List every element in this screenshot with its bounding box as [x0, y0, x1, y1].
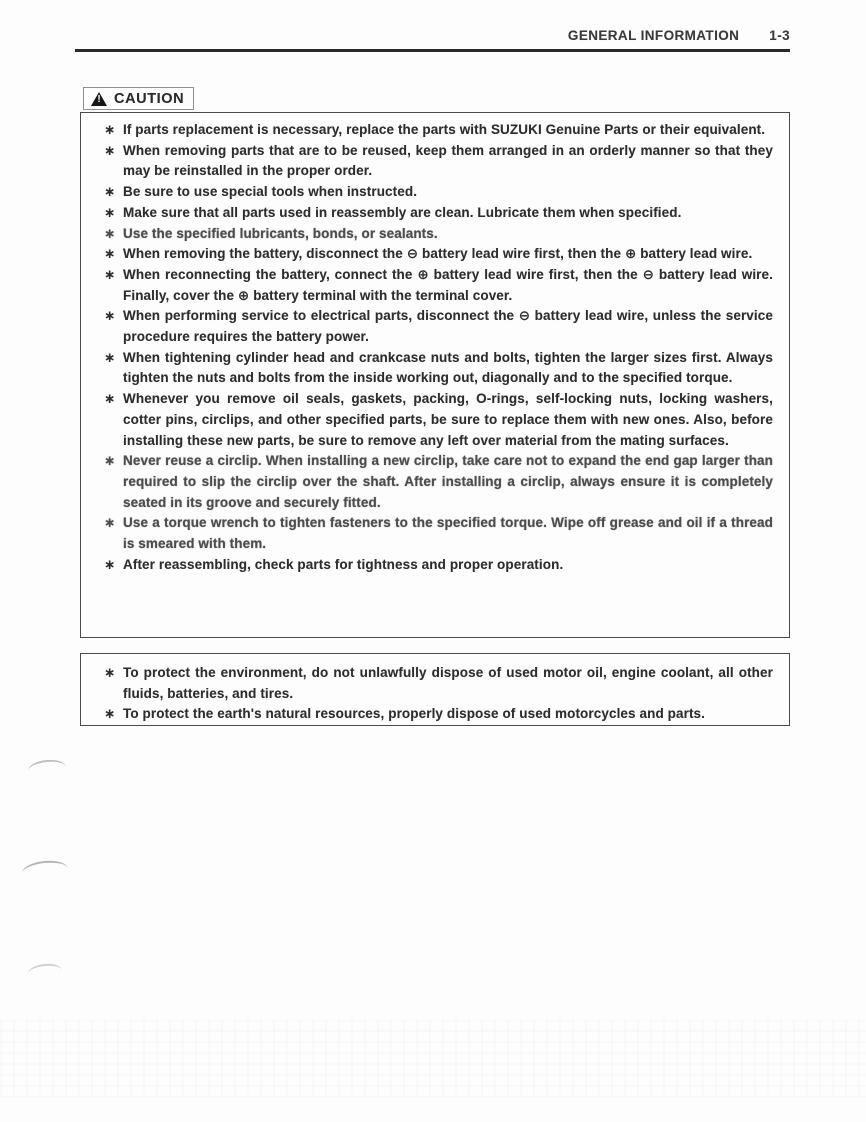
bullet-asterisk: ∗ [104, 308, 116, 324]
environment-list [81, 654, 789, 731]
caution-box [80, 112, 790, 638]
bullet-asterisk: ∗ [104, 515, 116, 531]
bullet-asterisk: ∗ [104, 665, 116, 680]
caution-item: ∗ When performing service to electrical parts, disconnect the ⊖ battery lead wire, unless the service procedure requires the battery power. [104, 308, 773, 345]
caution-list [81, 113, 789, 581]
bullet-asterisk: ∗ [104, 391, 116, 407]
environment-item: ∗ To protect the environment, do not unlawfully dispose of used motor oil, engine coolant, all other fluids, batteries, and tires. [104, 665, 773, 701]
caution-item: ∗ When reconnecting the battery, connect the ⊕ battery lead wire first, then the ⊖ battery lead wire. Finally, cover the ⊕ battery terminal with the terminal cover. [104, 266, 773, 303]
caution-item: ∗ Use a torque wrench to tighten fasteners to the specified torque. Wipe off grease and oil if a thread is smeared with them. [104, 515, 773, 552]
caution-label-text: CAUTION [114, 90, 185, 107]
header-rule [75, 49, 790, 52]
caution-item: ∗ When removing the battery, disconnect the ⊖ battery lead wire first, then the ⊕ battery lead wire. [103, 244, 773, 265]
caution-label [83, 87, 194, 110]
scan-artifact-arc [27, 962, 62, 981]
caution-item: ∗ Use the specified lubricants, bonds, or sealants. [103, 224, 773, 245]
caution-item: ∗ Make sure that all parts used in reassembly are clean. Lubricate them when specified. [103, 203, 773, 224]
bullet-asterisk: ∗ [104, 225, 116, 241]
bullet-asterisk: ∗ [104, 184, 116, 200]
bullet-asterisk: ∗ [104, 142, 116, 158]
caution-item: ∗ Never reuse a circlip. When installing a new circlip, take care not to expand the end gap larger than required to slip the circlip over the shaft. After installing a circlip, always ensure it is completely seated in its groove and securely fitted. [104, 453, 773, 510]
scan-artifact-arc [21, 859, 69, 884]
scan-artifact-arc [27, 758, 67, 780]
bullet-asterisk: ∗ [104, 453, 116, 469]
scan-artifact-band [0, 1020, 866, 1098]
bullet-asterisk: ∗ [104, 556, 116, 572]
caution-item: ∗ Whenever you remove oil seals, gaskets, packing, O-rings, self-locking nuts, locking washers, cotter pins, circlips, and other specified parts, be sure to replace them with new ones. Also, before installing these new parts, be sure to remove any left over material from the mating surfaces. [104, 391, 773, 448]
page-number: 1-3 [769, 28, 790, 43]
bullet-asterisk: ∗ [104, 204, 116, 220]
warning-triangle-icon [91, 92, 107, 106]
warning-exclamation: ! [97, 93, 101, 105]
caution-item: ∗ If parts replacement is necessary, replace the parts with SUZUKI Genuine Parts or their equivalent. [103, 120, 773, 141]
caution-item: ∗ After reassembling, check parts for tightness and proper operation. [103, 555, 773, 576]
caution-item: ∗ Be sure to use special tools when instructed. [103, 182, 773, 203]
environment-note-box [80, 653, 790, 726]
caution-item: ∗ When tightening cylinder head and crankcase nuts and bolts, tighten the larger sizes first. Always tighten the nuts and bolts from the inside working out, diagonally and to the specified torque. [104, 349, 773, 386]
bullet-asterisk: ∗ [104, 349, 116, 365]
bullet-asterisk: ∗ [104, 122, 116, 137]
section-title: GENERAL INFORMATION [567, 28, 740, 43]
bullet-asterisk: ∗ [104, 706, 116, 722]
environment-item: ∗ To protect the earth's natural resources, properly dispose of used motorcycles and parts. [103, 704, 773, 725]
page-header [568, 28, 790, 43]
bullet-asterisk: ∗ [104, 246, 116, 262]
bullet-asterisk: ∗ [104, 266, 116, 282]
caution-item: ∗ When removing parts that are to be reused, keep them arranged in an orderly manner so that they may be reinstalled in the proper order. [104, 142, 773, 179]
